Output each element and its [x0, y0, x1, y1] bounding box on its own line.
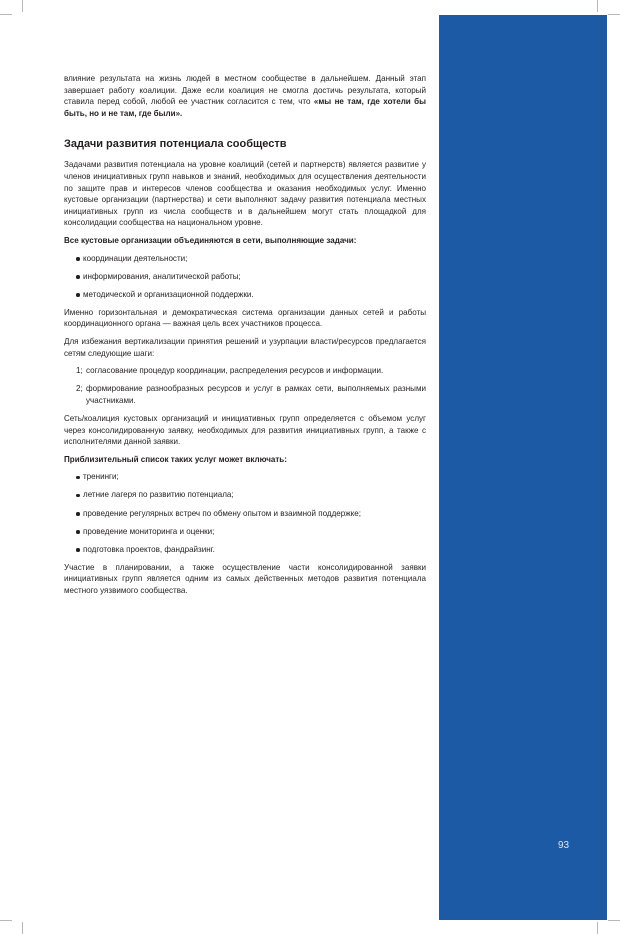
list-item: информирования, аналитической работы;	[64, 271, 426, 283]
list-item: 2; формирование разнообразных ресурсов и услуг в рамках сети, выполняемых разными участниками.	[76, 384, 426, 405]
list-item: тренинги;	[64, 471, 426, 483]
bullet-icon	[76, 494, 80, 498]
bullet-icon	[76, 476, 80, 480]
steps-list	[64, 365, 426, 406]
main-text	[64, 73, 426, 603]
bullet-icon	[76, 548, 80, 552]
list-item: координации деятельности;	[64, 253, 426, 265]
section-heading: Задачи развития потенциала сообществ	[64, 138, 287, 151]
paragraph: Задачами развития потенциала на уровне коалиций (сетей и партнерств) является развитие у членов инициативных групп навыков и знаний, необходимых для осуществления деятельности по защите прав и интересов членов сообщества и оказания необходимых услуг. Именно кустовые организации (партнерства) и сети выполняют задачу развития потенциала местных инициативных групп из числа сообществ и в дальнейшем могут стать площадкой для консолидации сообщества на национальном уровне.	[64, 160, 426, 228]
network-tasks-list	[64, 253, 426, 301]
crop-mark	[608, 920, 620, 921]
list-item: 1; согласование процедур координации, распределения ресурсов и информации.	[76, 366, 384, 376]
crop-mark	[597, 0, 598, 12]
crop-mark	[597, 922, 598, 934]
intro-quote: «мы не там, где хотели бы быть, но и не там, где были».	[64, 97, 426, 118]
crop-mark	[608, 14, 620, 15]
step-number: 1;	[76, 366, 83, 376]
bullet-icon	[76, 275, 80, 279]
bullet-icon	[76, 293, 80, 297]
intro-text: влияние результата на жизнь людей в местном сообществе в дальнейшем. Данный этап завершает работу коалиции. Даже если коалиция не смогла достичь результата, который ставила перед собой, любой ее участник согласится с тем, что	[64, 74, 426, 107]
crop-mark	[22, 0, 23, 12]
paragraph: Сеть/коалиция кустовых организаций и инициативных групп определяется с объемом услуг через консолидированную заявку, необходимых для развития инициативных групп, а также с исполнителями данной заявки.	[64, 413, 426, 447]
services-heading: Приблизительный список таких услуг может включать:	[64, 454, 287, 464]
page-number: 93	[558, 840, 570, 851]
list-item: методической и организационной поддержки.	[64, 289, 426, 301]
networks-heading: Все кустовые организации объединяются в сети, выполняющие задачи:	[64, 235, 357, 245]
paragraph: Для избежания вертикализации принятия решений и узурпации власти/ресурсов предлагается сетям следующие шаги:	[64, 337, 426, 358]
bullet-icon	[76, 512, 80, 516]
paragraph: Участие в планировании, а также осуществление части консолидированной заявки инициативных групп является одним из самых действенных методов развития потенциала местного уязвимого сообщества.	[64, 562, 426, 595]
crop-mark	[0, 14, 12, 15]
bullet-icon	[76, 530, 80, 534]
crop-mark	[22, 922, 23, 934]
paragraph: Именно горизонтальная и демократическая система организации данных сетей и работы координационного органа — важная цель всех участников процесса.	[64, 307, 426, 329]
services-list	[64, 471, 426, 555]
bullet-icon	[76, 257, 80, 261]
crop-mark	[0, 920, 12, 921]
intro-paragraph	[64, 73, 426, 119]
list-item: подготовка проектов, фандрайзинг.	[64, 544, 426, 556]
step-number: 2;	[76, 384, 83, 394]
blue-sidebar	[439, 15, 607, 920]
list-item: проведение регулярных встреч по обмену опытом и взаимной поддержке;	[64, 508, 426, 520]
list-item: летние лагеря по развитию потенциала;	[64, 489, 426, 501]
list-item: проведение мониторинга и оценки;	[64, 526, 426, 538]
